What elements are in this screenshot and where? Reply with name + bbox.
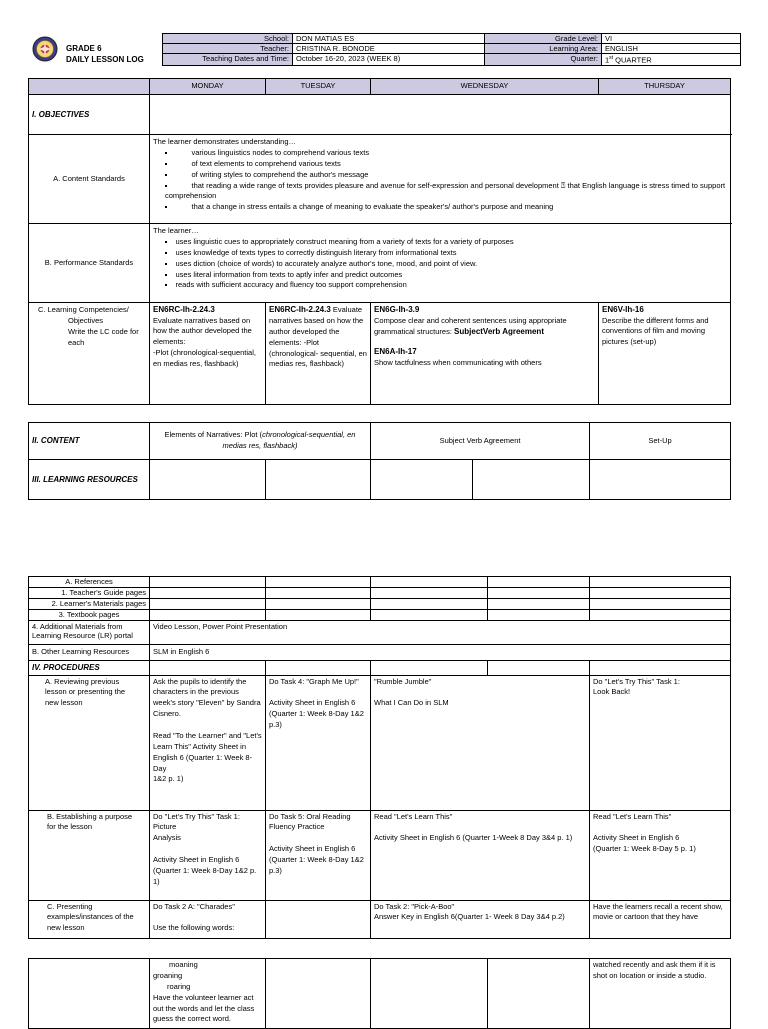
teacher-value: CRISTINA R. BONODE (293, 44, 485, 54)
other-resources-value: SLM in English 6 (150, 645, 731, 661)
procedure-c-monday: Do Task 2 A: "Charades" Use the following words: (150, 900, 266, 938)
list-item: ▪ of text elements to comprehend various texts (165, 159, 727, 170)
teacher-label: Teacher: (163, 44, 293, 54)
list-item: ▪ reads with sufficient accuracy and fluency too support comprehension (165, 280, 727, 291)
procedure-c-friday-cont: watched recently and ask them if it is shot on location or inside a studio. (590, 959, 731, 1029)
procedure-b-monday: Do "Let's Try This" Task 1: Picture Analysis Activity Sheet in English 6 (Quarter 1: Week 8-Day 1&2 p. 1) (150, 810, 266, 900)
header-info-table (162, 33, 741, 66)
additional-materials-value: Video Lesson, Power Point Presentation (150, 621, 731, 645)
continuation-table (28, 958, 731, 1029)
learning-area-label: Learning Area: (485, 44, 602, 54)
competency-tuesday: EN6RC-Ih-2.24.3 Evaluate narratives based on how the author developed the elements: -Plot (chronological- sequential, en medias res, flashback) (266, 303, 371, 405)
content-standards-list (153, 148, 727, 213)
tg-pages-label: 1. Teacher's Guide pages (29, 588, 150, 599)
list-item: ▪ that a change in stress entails a change of meaning to evaluate the speaker's/ author's purpose and meaning (165, 202, 727, 213)
procedure-a-tuesday: Do Task 4: "Graph Me Up!" Activity Sheet in English 6 (Quarter 1: Week 8-Day 1&2 p.3) (266, 675, 371, 810)
content-fri: Set-Up (590, 423, 731, 460)
objectives-heading: I. OBJECTIVES (29, 95, 150, 135)
procedure-b-wednesday: Read "Let's Learn This" Activity Sheet in English 6 (Quarter 1-Week 8 Day 3&4 p. 1) (371, 810, 590, 900)
procedure-a-label: A. Reviewing previous lesson or presenting the new lesson (29, 675, 150, 810)
grade-level-label: Grade Level: (485, 34, 602, 44)
procedures-table (28, 576, 731, 939)
list-item: ▪ of writing styles to comprehend the author's message (165, 170, 727, 181)
dates-value: October 16-20, 2023 (WEEK 8) (293, 54, 485, 66)
deped-seal-logo (32, 36, 58, 62)
competencies-label: C. Learning Competencies/ Objectives Write the LC code for each (29, 303, 150, 405)
school-value: DON MATIAS ES (293, 34, 485, 44)
textbook-pages-label: 3. Textbook pages (29, 610, 150, 621)
list-item: ▪ uses linguistic cues to appropriately construct meaning from a variety of texts for a variety of purposes (165, 237, 727, 248)
learning-area-value: ENGLISH (602, 44, 741, 54)
procedure-c-monday-cont: moaning groaning roaring Have the volunteer learner act out the words and let the class guess the correct word. (150, 959, 266, 1029)
performance-standards-list (153, 237, 727, 291)
quarter-value: 1st QUARTER (602, 54, 741, 66)
competency-wednesday: EN6G-Ih-3.9 Compose clear and coherent sentences using appropriate grammatical structures: SubjectVerb Agreement EN6A-Ih-17 Show tactfulness when communicating with others (371, 303, 599, 405)
procedures-heading: IV. PROCEDURES (29, 661, 150, 676)
day-wednesday: WEDNESDAY (371, 79, 599, 95)
day-thursday: THURSDAY (599, 79, 731, 95)
other-resources-label: B. Other Learning Resources (29, 645, 150, 661)
day-monday: MONDAY (150, 79, 266, 95)
procedure-c-friday: Have the learners recall a recent show, movie or cartoon that they have (590, 900, 731, 938)
list-item: ▪ uses diction (choice of words) to accurately analyze author's tone, mood, and point of view. (165, 259, 727, 270)
procedure-a-friday: Do "Let's Try This" Task 1: Look Back! (590, 675, 731, 810)
list-item: ▪ that reading a wide range of texts provides pleasure and avenue for self-expression and personal development ⍰ that English language is stress timed to support comprehension (165, 181, 727, 203)
grade-title: GRADE 6 (66, 44, 102, 53)
content-standards-label: A. Content Standards (29, 135, 150, 224)
lm-pages-label: 2. Learner's Materials pages (29, 599, 150, 610)
day-tuesday: TUESDAY (266, 79, 371, 95)
procedure-b-label: B. Establishing a purpose for the lesson (29, 810, 150, 900)
additional-materials-label: 4. Additional Materials from Learning Resource (LR) portal (29, 621, 150, 645)
quarter-label: Quarter: (485, 54, 602, 66)
objectives-table (28, 78, 731, 405)
learning-resources-heading: III. LEARNING RESOURCES (29, 460, 150, 500)
procedure-b-friday: Read "Let's Learn This" Activity Sheet in English 6 (Quarter 1: Week 8-Day 5 p. 1) (590, 810, 731, 900)
procedure-b-tuesday: Do Task 5: Oral Reading Fluency Practice Activity Sheet in English 6 (Quarter 1: Week 8-Day 1&2 p.3) (266, 810, 371, 900)
references-label: A. References (29, 577, 150, 588)
procedure-c-label: C. Presenting examples/instances of the new lesson (29, 900, 150, 938)
content-standards-intro: The learner demonstrates understanding… (153, 137, 296, 146)
grade-level-value: VI (602, 34, 741, 44)
competency-friday: EN6V-Ih-16 Describe the different forms and conventions of film and moving pictures (set-up) (599, 303, 731, 405)
content-heading: II. CONTENT (29, 423, 150, 460)
performance-standards-label: B. Performance Standards (29, 224, 150, 303)
school-label: School: (163, 34, 293, 44)
content-wed-thu: Subject Verb Agreement (371, 423, 590, 460)
list-item: ▪ uses knowledge of texts types to correctly distinguish literary from informational texts (165, 248, 727, 259)
dates-label: Teaching Dates and Time: (163, 54, 293, 66)
competency-monday: EN6RC-Ih-2.24.3 Evaluate narratives based on how the author developed the elements: -Plot (chronological-sequential, en medias res, flashback) (150, 303, 266, 405)
list-item: ▪ uses literal information from texts to aptly infer and predict outcomes (165, 270, 727, 281)
log-title: DAILY LESSON LOG (66, 55, 144, 64)
procedure-a-monday: Ask the pupils to identify the characters in the previous week's story "Eleven" by Sandra Cisnero. Read "To the Learner" and "Let's Learn This" Activity Sheet in English 6 (Quarter 1: Week 8-Day 1&2 p. 1) (150, 675, 266, 810)
content-table (28, 422, 731, 500)
list-item: ▪ various linguistics nodes to comprehend various texts (165, 148, 727, 159)
procedure-c-wednesday: Do Task 2: "Pick-A-Boo" Answer Key in English 6(Quarter 1- Week 8 Day 3&4 p.2) (371, 900, 590, 938)
procedure-a-wednesday: "Rumble Jumble" What I Can Do in SLM (371, 675, 590, 810)
performance-standards-intro: The learner… (153, 226, 199, 235)
content-mon-tue: Elements of Narratives: Plot (chronological-sequential, en medias res, flashback) (150, 423, 371, 460)
